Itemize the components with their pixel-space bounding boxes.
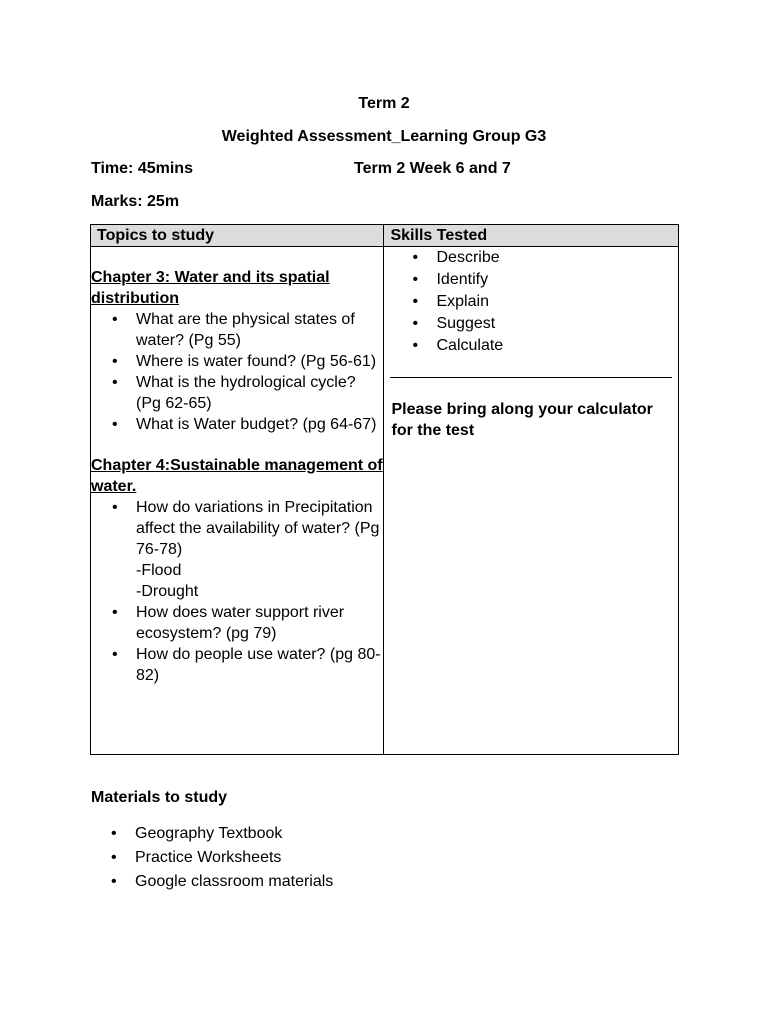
list-item: • How do people use water? (pg 80-82)	[136, 644, 383, 686]
list-item: • Where is water found? (Pg 56-61)	[136, 351, 383, 372]
week-label: Term 2 Week 6 and 7	[354, 160, 511, 177]
calculator-note: Please bring along your calculator for the test	[391, 401, 653, 439]
topics-header: Topics to study	[91, 225, 384, 247]
time-label: Time: 45mins	[91, 160, 193, 177]
material-item: • Geography Textbook	[135, 822, 333, 846]
table-header-row	[91, 225, 679, 247]
skill-item: • Describe	[436, 247, 678, 269]
assessment-title: Weighted Assessment_Learning Group G3	[221, 128, 547, 145]
term-heading: Term 2	[358, 95, 410, 112]
list-subitem: -Flood	[136, 562, 182, 579]
skill-item: • Calculate	[436, 335, 678, 357]
marks-label: Marks: 25m	[91, 193, 180, 210]
skill-item: • Explain	[436, 291, 678, 313]
list-item: • What is the hydrological cycle? (Pg 62-65)	[136, 372, 383, 414]
skills-list	[384, 247, 678, 357]
chapter-3-questions	[91, 309, 383, 435]
skills-cell	[384, 247, 679, 755]
materials-list	[135, 822, 333, 894]
material-item: • Google classroom materials	[135, 870, 333, 894]
table-body-row	[91, 247, 679, 755]
study-table	[90, 224, 679, 755]
material-item: • Practice Worksheets	[135, 846, 333, 870]
list-item: • What is Water budget? (pg 64-67)	[136, 414, 383, 435]
list-item-text: How do variations in Precipitation affect the availability of water? (Pg 76-78)	[136, 499, 380, 558]
skills-header: Skills Tested	[384, 225, 679, 247]
chapter-3-title: Chapter 3: Water and its spatial distribution	[91, 269, 330, 307]
chapter-4-questions	[91, 497, 383, 686]
list-item: • How does water support river ecosystem? (pg 79)	[136, 602, 383, 644]
skill-item: • Identify	[436, 269, 678, 291]
list-subitem: -Drought	[136, 583, 199, 600]
materials-title: Materials to study	[91, 789, 228, 806]
divider	[390, 377, 672, 378]
list-item	[136, 497, 383, 602]
chapter-4-title: Chapter 4:Sustainable management of water.	[91, 457, 383, 495]
list-item: • What are the physical states of water? (Pg 55)	[136, 309, 383, 351]
topics-cell	[91, 247, 384, 755]
skill-item: • Suggest	[436, 313, 678, 335]
